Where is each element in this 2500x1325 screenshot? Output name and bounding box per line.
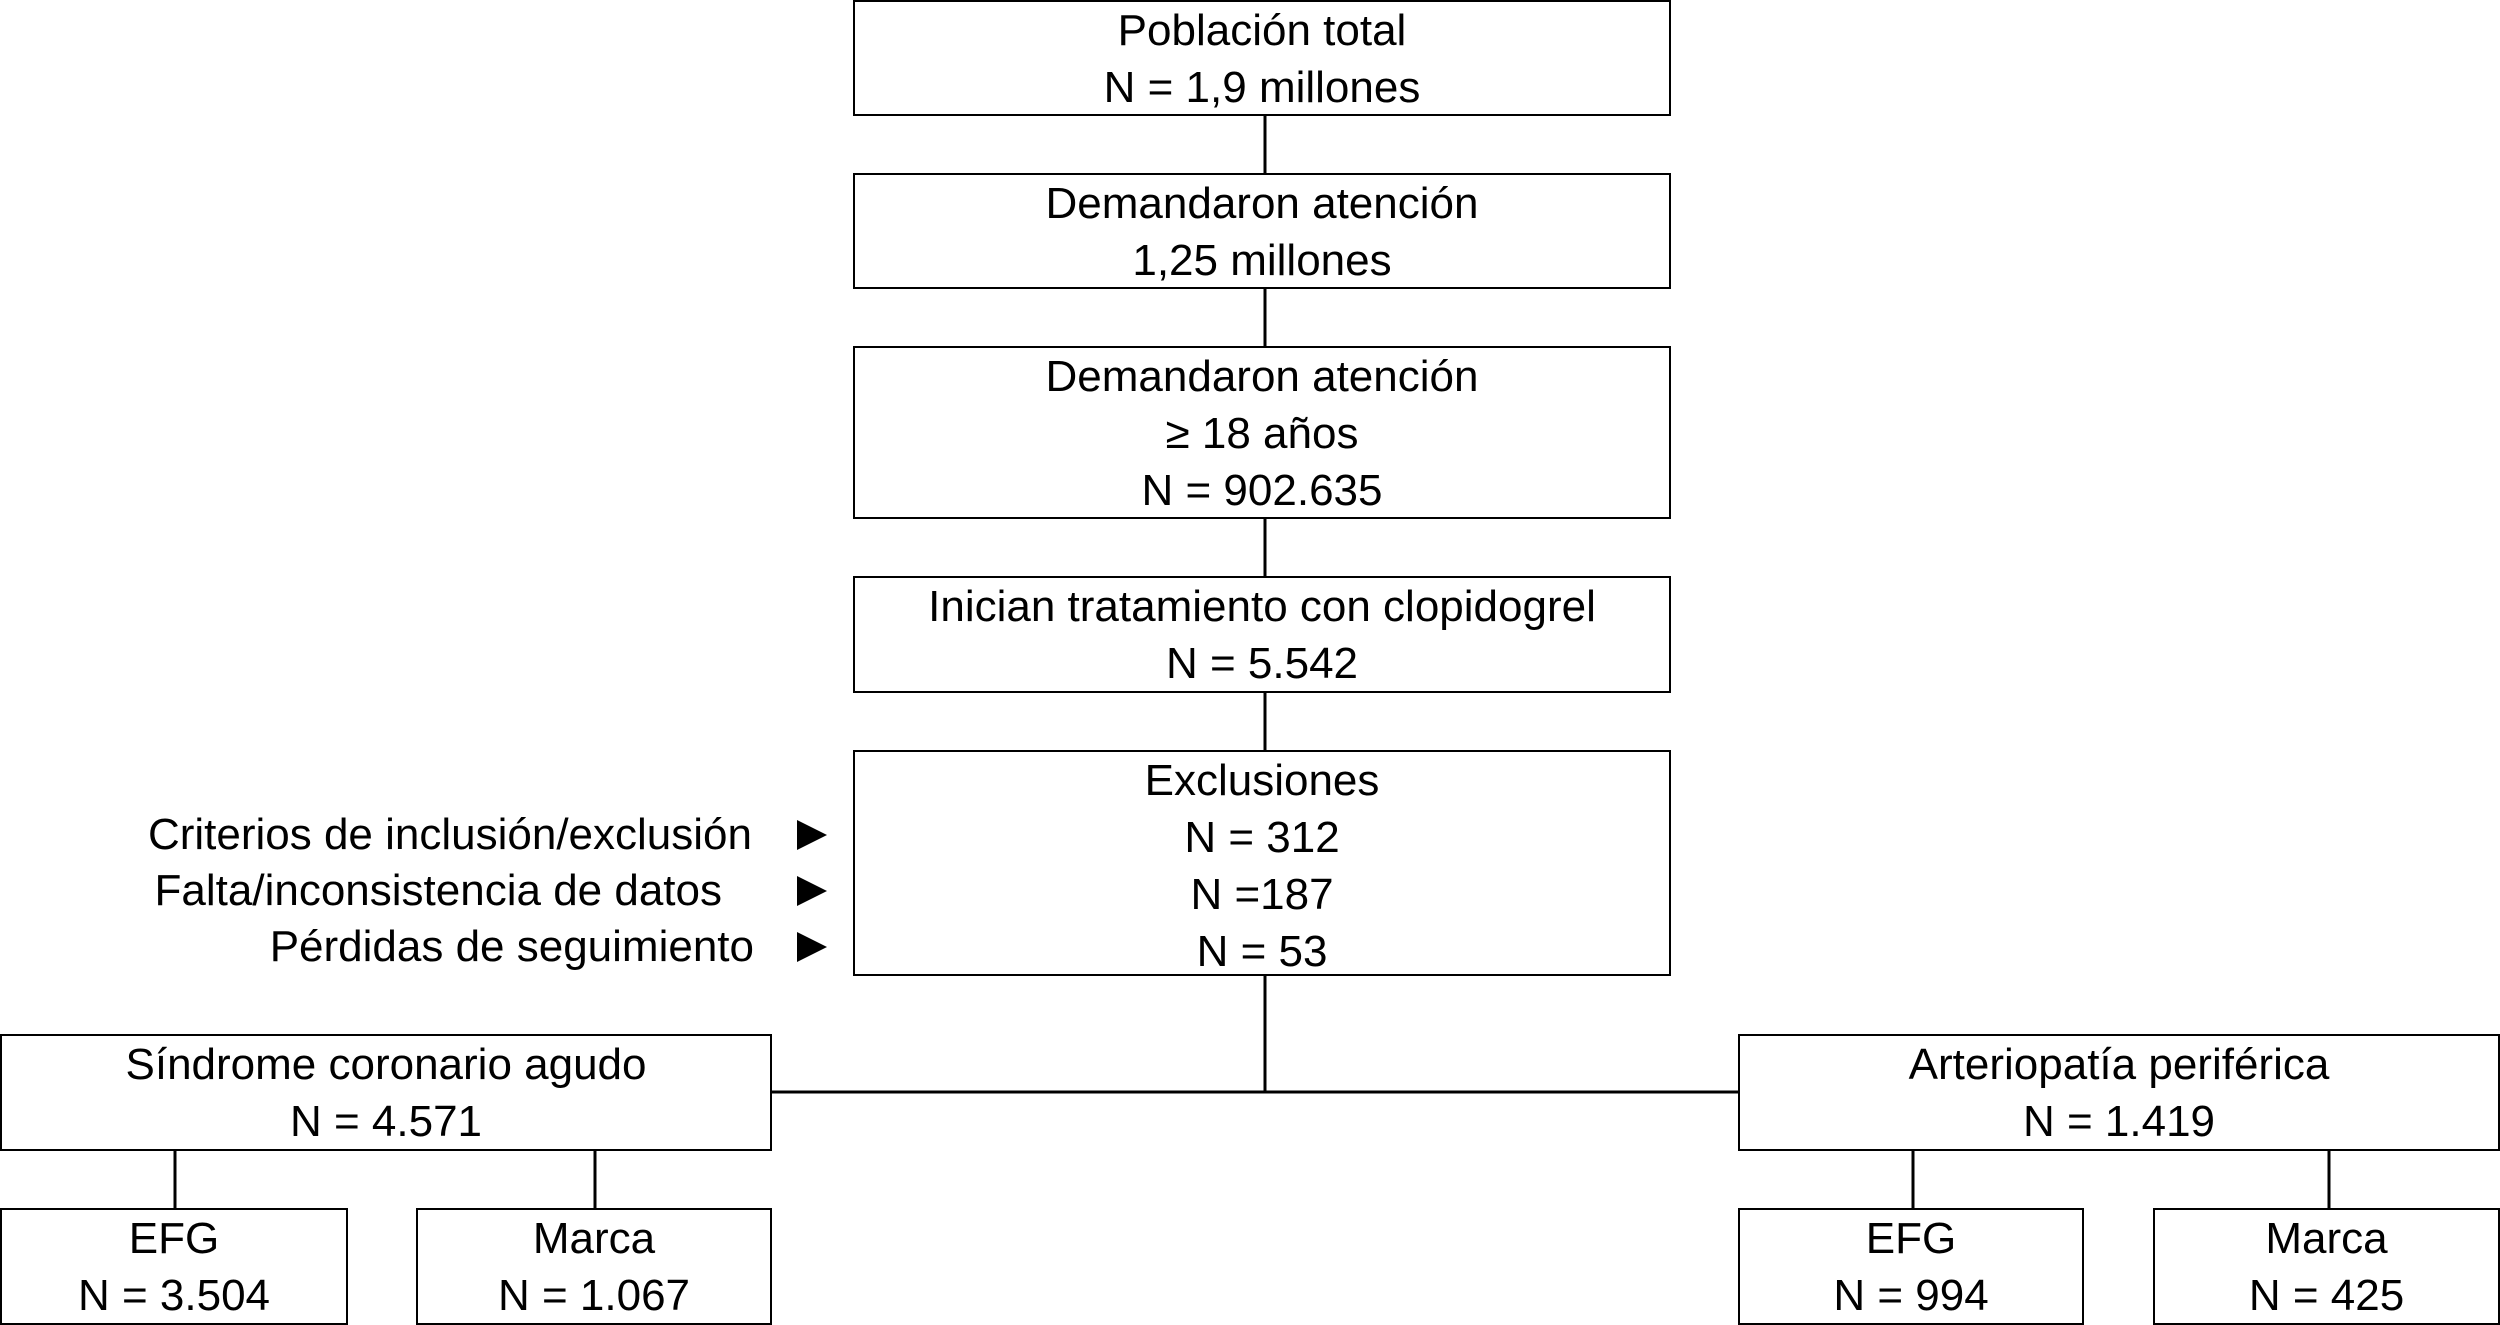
clopidogrel-value: N = 5.542 — [1165, 639, 1359, 688]
pad-value: N = 1.419 — [2022, 1097, 2216, 1146]
pad-box — [1738, 1034, 2500, 1151]
clopidogrel-title: Inician tratamiento con clopidogrel — [928, 582, 1596, 631]
attended-title: Demandaron atención — [1045, 179, 1479, 228]
adults-value: N = 902.635 — [1141, 466, 1383, 515]
clopidogrel-box — [853, 576, 1671, 693]
acs-title: Síndrome coronario agudo — [125, 1040, 647, 1089]
exclusion-reason-lost-followup: Pérdidas de seguimiento — [269, 922, 754, 971]
exclusion-reason-missing-data: Falta/inconsistencia de datos — [154, 866, 722, 915]
acs-brand-box — [416, 1208, 772, 1325]
total-population-box — [853, 0, 1671, 116]
exclusions-box — [853, 750, 1671, 976]
adults-box — [853, 346, 1671, 519]
acs-value: N = 4.571 — [289, 1097, 483, 1146]
pad-brand-title: Marca — [2265, 1214, 2388, 1263]
pad-generic-box — [1738, 1208, 2084, 1325]
adults-title: Demandaron atención — [1045, 352, 1479, 401]
adults-subtitle: ≥ 18 años — [1165, 409, 1359, 458]
acs-generic-box — [0, 1208, 348, 1325]
pad-brand-value: N = 425 — [2248, 1271, 2405, 1320]
pad-generic-value: N = 994 — [1833, 1271, 1989, 1320]
pad-title: Arteriopatía periférica — [1908, 1040, 2330, 1089]
acs-generic-title: EFG — [128, 1214, 220, 1263]
pad-brand-box — [2153, 1208, 2500, 1325]
exclusions-value-criteria: N = 312 — [1184, 813, 1340, 862]
acs-brand-value: N = 1.067 — [497, 1271, 691, 1320]
exclusion-reason-criteria: Criterios de inclusión/exclusión — [147, 810, 752, 859]
acs-generic-value: N = 3.504 — [77, 1271, 271, 1320]
attended-value: 1,25 millones — [1132, 236, 1392, 285]
acs-box — [0, 1034, 772, 1151]
exclusion-arrow-lost-followup-icon — [797, 932, 827, 962]
pad-generic-title: EFG — [1865, 1214, 1957, 1263]
exclusions-value-lost-followup: N = 53 — [1196, 927, 1328, 976]
exclusion-arrow-criteria-icon — [797, 820, 827, 850]
total-population-value: N = 1,9 millones — [1103, 63, 1421, 112]
exclusion-arrow-missing-data-icon — [797, 876, 827, 906]
exclusions-title: Exclusiones — [1144, 756, 1380, 805]
acs-brand-title: Marca — [532, 1214, 656, 1263]
exclusions-value-missing-data: N =187 — [1190, 870, 1334, 919]
attended-box — [853, 173, 1671, 289]
total-population-title: Población total — [1117, 6, 1407, 55]
